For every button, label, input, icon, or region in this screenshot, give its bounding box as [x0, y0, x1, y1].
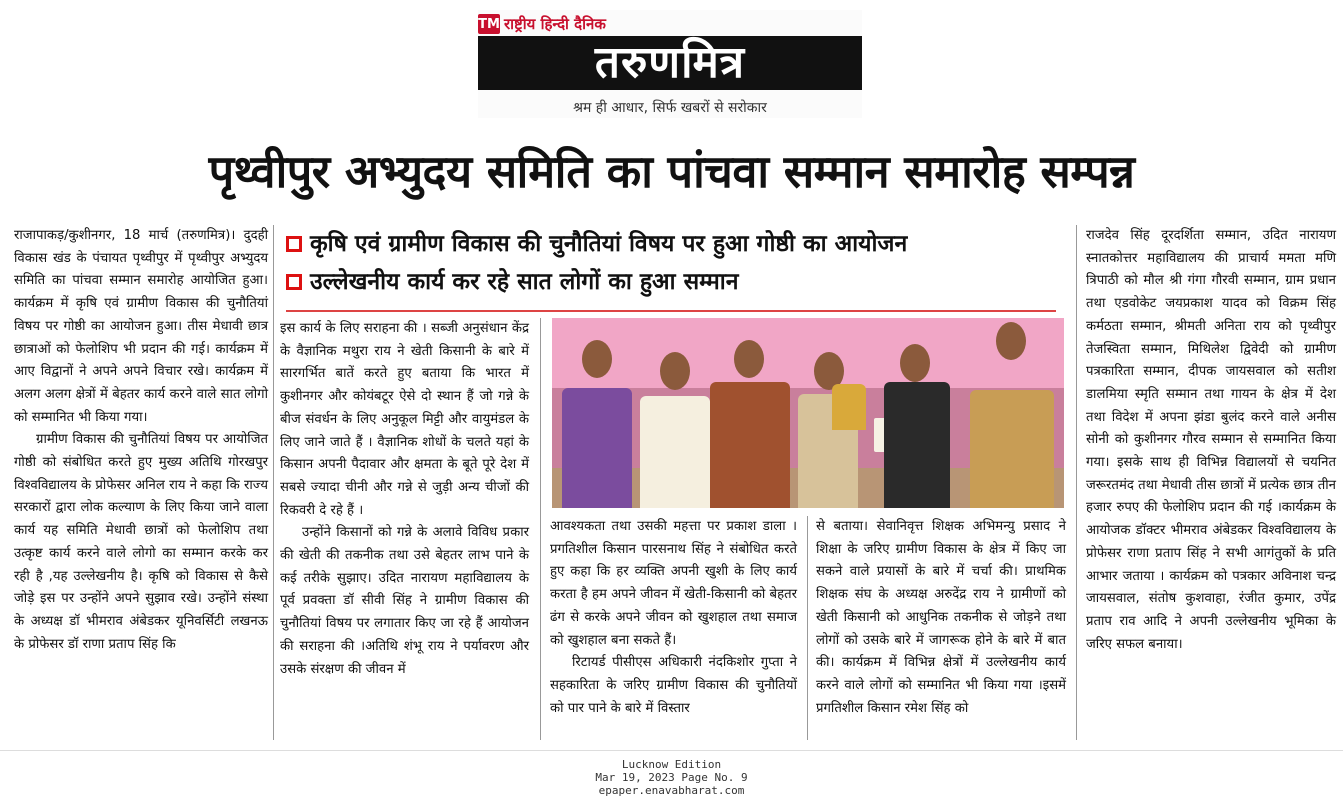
paragraph: आवश्यकता तथा उसकी महत्ता पर प्रकाश डाला ।प्रगतिशील किसान पारसनाथ सिंह ने संबोधित करते हुए कहा कि हर व्यक्ति अपनी खुशी के लिए कार्य करता है हम अपने जीवन में खेती-किसानी को बेहतर ढंग से करके अपने जीवन को खुशहाल तथा समाज को खुशहाल बना सकते हैं।	[550, 519, 797, 648]
checkbox-bullet-icon	[286, 274, 302, 290]
subheads	[286, 225, 1066, 301]
event-photo	[552, 318, 1064, 508]
masthead	[478, 10, 862, 118]
article-column-1	[14, 225, 268, 656]
photo-person-head	[734, 340, 764, 378]
photo-person	[562, 388, 632, 508]
subhead-2: उल्लेखनीय कार्य कर रहे सात लोगों का हुआ सम्मान	[286, 263, 1066, 301]
tm-logo-icon: TM	[478, 14, 500, 34]
photo-person	[640, 396, 710, 508]
photo-person	[710, 382, 790, 508]
article-headline: पृथ्वीपुर अभ्युदय समिति का पांचवा सम्मान समारोह सम्पन्न	[208, 145, 1135, 198]
photo-person	[884, 382, 950, 508]
edition-label: Lucknow Edition	[621, 758, 722, 771]
page-bottom-rule	[0, 750, 1343, 751]
photo-person-head	[996, 322, 1026, 360]
article-column-4	[816, 516, 1066, 720]
article-column-3	[550, 516, 797, 720]
column-divider	[540, 318, 541, 740]
paragraph: इस कार्य के लिए सराहना की । सब्जी अनुसंधान केंद्र के वैज्ञानिक मथुरा राय ने खेती किसानी के बारे में सारगर्भित बातें करते हुए बताया कि भारत में कुशीनगर और कोयंबटूर ऐसे दो स्थान हैं जो गन्ने के बीज संवर्धन के लिए अनुकूल मिट्टी और वायुमंडल के लिए जाने जाते हैं । वैज्ञानिक शोधों के चलते यहां के किसान अपनी पैदावार और क्षमता के बूते पूरे देश में सबसे ज्यादा चीनी और गन्ने से जुड़ी अन्य चीजों की रिकवरी दे रहे हैं ।	[280, 321, 529, 518]
masthead-tagline-top: राष्ट्रीय हिन्दी दैनिक	[504, 15, 606, 33]
column-divider	[807, 516, 808, 740]
photo-person	[970, 390, 1054, 508]
epaper-footer	[0, 758, 1343, 797]
column-divider	[273, 225, 274, 740]
paragraph: से बताया। सेवानिवृत्त शिक्षक अभिमन्यु प्रसाद ने शिक्षा के जरिए ग्रामीण विकास के क्षेत्र में किए जा सकने वाले प्रयासों के बारे में चर्चा की। प्राथमिक शिक्षक संघ के अध्यक्ष अरुदेंद्र राय ने ग्रामीणों को खेती किसानी को आधुनिक तकनीक से जोड़ने तथा लोगों को उसके बारे में जागरूक होने के बारे में बात की। कार्यक्रम में विभिन्न क्षेत्रों में उल्लेखनीय कार्य करने वाले लोगों को सम्मानित भी किया गया ।इसमें प्रगतिशील किसान रमेश सिंह को	[816, 519, 1066, 716]
date-page-label: Mar 19, 2023 Page No. 9	[595, 771, 748, 784]
subhead-underline	[286, 310, 1056, 312]
subhead-1: कृषि एवं ग्रामीण विकास की चुनौतियां विषय पर हुआ गोष्ठी का आयोजन	[286, 225, 1066, 263]
paragraph: ग्रामीण विकास की चुनौतियां विषय पर आयोजित गोष्ठी को संबोधित करते हुए मुख्य अतिथि गोरखपुर विश्वविद्यालय के प्रोफेसर अनिल राय ने कहा कि राज्य सरकारों द्वारा लोक कल्याण के लिए किया जाने वाला कार्य यह समिति मेधावी छात्रों को फेलोशिप तथा उत्कृष्ट कार्य करने वाले लोगो का सम्मान करके कर रही है ,यह उल्लेखनीय है। कृषि को विकास से कैसे जोड़े इस पर उन्होंने अपने सुझाव रखे। उन्होंने संस्था के अध्यक्ष डॉ भीमराव अंबेडकर यूनिवर्सिटी लखनऊ के प्रोफेसर डॉ राणा प्रताप सिंह कि	[14, 432, 268, 652]
photo-backdrop	[552, 318, 1064, 388]
site-link[interactable]: epaper.enavabharat.com	[598, 784, 745, 797]
newspaper-name: तरुणमित्र	[478, 36, 862, 90]
photo-person-head	[900, 344, 930, 382]
photo-person-head	[660, 352, 690, 390]
newspaper-slogan: श्रम ही आधार, सिर्फ खबरों से सरोकार	[573, 100, 767, 116]
column-divider	[1076, 225, 1077, 740]
paragraph: रिटायर्ड पीसीएस अधिकारी नंदकिशोर गुप्ता ने सहकारिता के जरिए ग्रामीण विकास की चुनौतियों को पार पाने के बारे में विस्तार	[550, 655, 797, 716]
masthead-top	[478, 12, 606, 36]
checkbox-bullet-icon	[286, 236, 302, 252]
paragraph: राजदेव सिंह दूरदर्शिता सम्मान, उदित नारायण स्नातकोत्तर महाविद्यालय की प्राचार्य ममता मणि त्रिपाठी को मौल श्री गंगा गौरवी सम्मान, ग्राम प्रधान तथा एडवोकेट जयप्रकाश यादव को विक्रम सिंह कर्मठता सम्मान, श्रीमती अनिता राय को पृथ्वीपुर तेजस्विता सम्मान, मिथिलेश द्विवेदी को ग्रामीण पत्रकारिता सम्मान, दीपक जायसवाल को सतीश डालमिया स्मृति सम्मान तथा गायन के क्षेत्र में देश तथा विदेश में अपना झंडा बुलंद करने वाले अनीस सोनी को कुशीनगर गौरव सम्मान से सम्मानित किया गया। इसके साथ ही विभिन्न विद्यालयों से चयनित जरूरतमंद तथा मेधावी तीस छात्रों में प्रत्येक छात्र तीन हजार रुपए की फेलोशिप प्रदान की गई ।कार्यक्रम के आयोजक डॉक्टर भीमराव अंबेडकर विश्वविद्यालय के प्रोफेसर राणा प्रताप सिंह ने सभी आगंतुकों के प्रति आभार जताया । कार्यक्रम को पत्रकार अविनाश चन्द्र जायसवाल, संतोष कुशवाहा, रंजीत कुमार, उपेंद्र प्रताप राव आदि ने अपनी उल्लेखनीय भूमिका के जरिए सफल बनाया।	[1086, 228, 1336, 652]
photo-person-head	[582, 340, 612, 378]
paragraph: राजापाकड़/कुशीनगर, 18 मार्च (तरुणमित्र)। दुदही विकास खंड के पंचायत पृथ्वीपुर में पृथ्वीपुर अभ्युदय समिति का पांचवा सम्मान समारोह आयोजित हुआ। कार्यक्रम में कृषि एवं ग्रामीण विकास की चुनौतियां विषय पर गोष्ठी का आयोजन हुआ। तीस मेधावी छात्र छात्राओं को फेलोशिप भी प्रदान की गई। कार्यक्रम में आए विद्वानों ने अपने अपने विचार रखे। कार्यक्रम में अलग अलग क्षेत्रों में बेहतर कार्य करने वाले सात लोगो को सम्मानित भी किया गया।	[14, 228, 268, 425]
trophy-plaque	[832, 384, 866, 430]
paragraph: उन्होंने किसानों को गन्ने के अलावे विविध प्रकार की खेती की तकनीक तथा उसे बेहतर लाभ पाने के कई तरीके सुझाए। उदित नारायण महाविद्यालय के पूर्व प्रवक्ता डॉ सीवी सिंह ने ग्रामीण विकास की चुनौतियां विषय पर लगातार किए जा रहे हैं आयोजन की सराहना की ।अतिथि शंभू राय ने पर्यावरण और उसके संरक्षण की जीवन में	[280, 525, 529, 677]
article-column-2	[280, 318, 529, 681]
article-column-5	[1086, 225, 1336, 656]
